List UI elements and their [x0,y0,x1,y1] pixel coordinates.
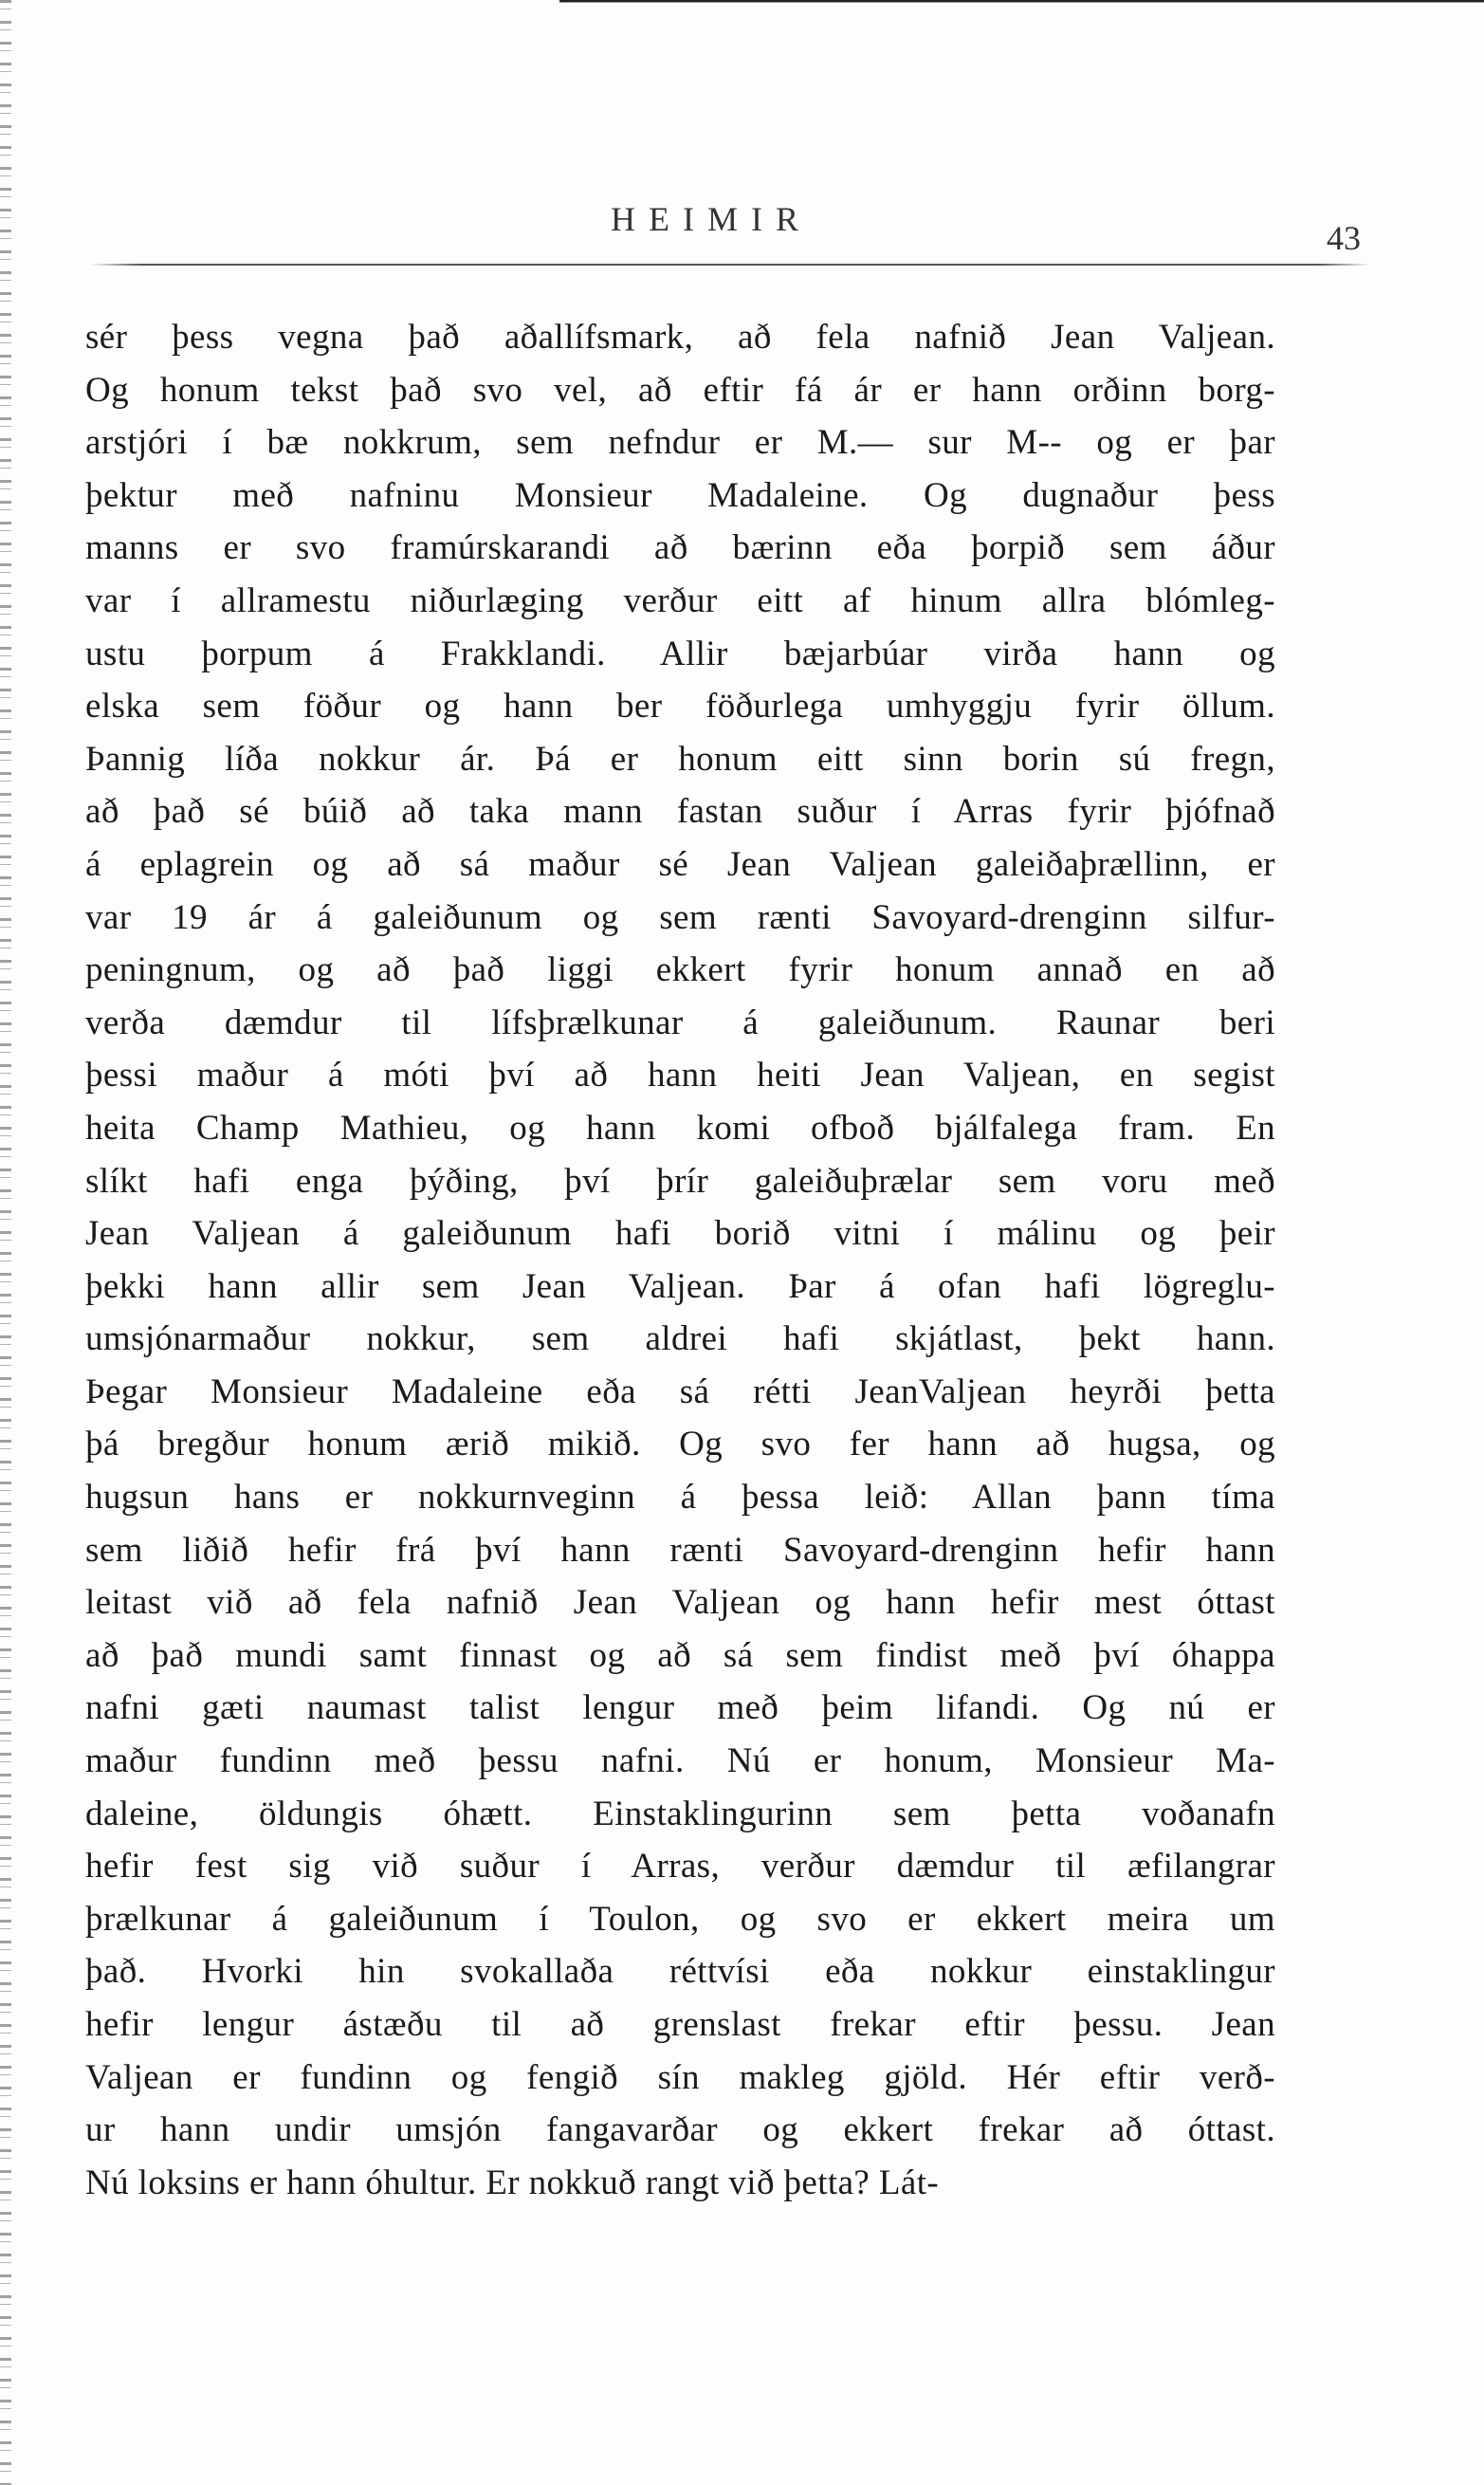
text-line: Nú loksins er hann óhultur. Er nokkuð rangt við þetta? Lát- [85,2163,940,2202]
text-line: slíkt hafi enga þýðing, því þrír galeiðuþrælar sem voru með [85,1161,1275,1201]
text-line: heita Champ Mathieu, og hann komi ofboð bjálfalega fram. En [85,1108,1275,1148]
text-line: á eplagrein og að sá maður sé Jean Valjean galeiðaþrællinn, er [85,844,1275,884]
text-line: arstjóri í bæ nokkrum, sem nefndur er M.— sur M-- og er þar [85,423,1275,463]
text-line: leitast við að fela nafnið Jean Valjean og hann hefir mest óttast [85,1583,1275,1623]
page-number: 43 [1327,219,1361,257]
text-line: nafni gæti naumast talist lengur með þeim lifandi. Og nú er [85,1688,1275,1728]
text-line: hefir fest sig við suður í Arras, verður dæmdur til æfilangrar [85,1847,1275,1887]
text-line: hugsun hans er nokkurnveginn á þessa leið: Allan þann tíma [85,1478,1275,1518]
text-line: daleine, öldungis óhætt. Einstaklingurinn sem þetta voðanafn [85,1794,1275,1833]
header-rule [90,264,1370,266]
text-line: Og honum tekst það svo vel, að eftir fá ár er hann orðinn borg- [85,370,1275,410]
text-line: að það sé búið að taka mann fastan suður í Arras fyrir þjófnað [85,792,1275,832]
text-line: maður fundinn með þessu nafni. Nú er honum, Monsieur Ma- [85,1741,1275,1781]
text-line: þektur með nafninu Monsieur Madaleine. Og dugnaður þess [85,475,1275,515]
text-line: manns er svo framúrskarandi að bærinn eða þorpið sem áður [85,528,1275,568]
text-line: þekki hann allir sem Jean Valjean. Þar á ofan hafi lögreglu- [85,1266,1275,1306]
text-line: þá bregður honum ærið mikið. Og svo fer hann að hugsa, og [85,1425,1275,1464]
body-text [85,311,1275,2209]
scan-edge-top [559,0,1484,8]
text-line: þessi maður á móti því að hann heiti Jean Valjean, en segist [85,1056,1275,1095]
text-line: verða dæmdur til lífsþrælkunar á galeiðunum. Raunar beri [85,1003,1275,1042]
text-line: sem liðið hefir frá því hann rænti Savoyard-drenginn hefir hann [85,1530,1275,1570]
text-line: sér þess vegna það aðallífsmark, að fela nafnið Jean Valjean. [85,318,1275,357]
text-line: Þegar Monsieur Madaleine eða sá rétti JeanValjean heyrði þetta [85,1371,1275,1411]
text-line: var í allramestu niðurlæging verður eitt af hinum allra blómleg- [85,580,1275,620]
running-title: HEIMIR [611,200,812,238]
text-line: hefir lengur ástæðu til að grenslast frekar eftir þessu. Jean [85,2005,1275,2044]
text-line: þrælkunar á galeiðunum í Toulon, og svo er ekkert meira um [85,1899,1275,1939]
text-line: ur hann undir umsjón fangavarðar og ekkert frekar að óttast. [85,2110,1275,2150]
text-line: Þannig líða nokkur ár. Þá er honum eitt sinn borin sú fregn, [85,739,1275,779]
text-line: að það mundi samt finnast og að sá sem findist með því óhappa [85,1635,1275,1675]
text-line: var 19 ár á galeiðunum og sem rænti Savoyard-drenginn silfur- [85,897,1275,937]
scan-edge-left [0,0,11,2485]
text-line: elska sem föður og hann ber föðurlega umhyggju fyrir öllum. [85,687,1275,727]
text-line: umsjónarmaður nokkur, sem aldrei hafi skjátlast, þekt hann. [85,1319,1275,1359]
text-line: peningnum, og að það liggi ekkert fyrir honum annað en að [85,950,1275,990]
text-line: Valjean er fundinn og fengið sín makleg gjöld. Hér eftir verð- [85,2057,1275,2097]
text-line: Jean Valjean á galeiðunum hafi borið vitni í málinu og þeir [85,1214,1275,1254]
text-line: ustu þorpum á Frakklandi. Allir bæjarbúar virða hann og [85,634,1275,673]
text-line: það. Hvorki hin svokallaða réttvísi eða nokkur einstaklingur [85,1952,1275,1992]
